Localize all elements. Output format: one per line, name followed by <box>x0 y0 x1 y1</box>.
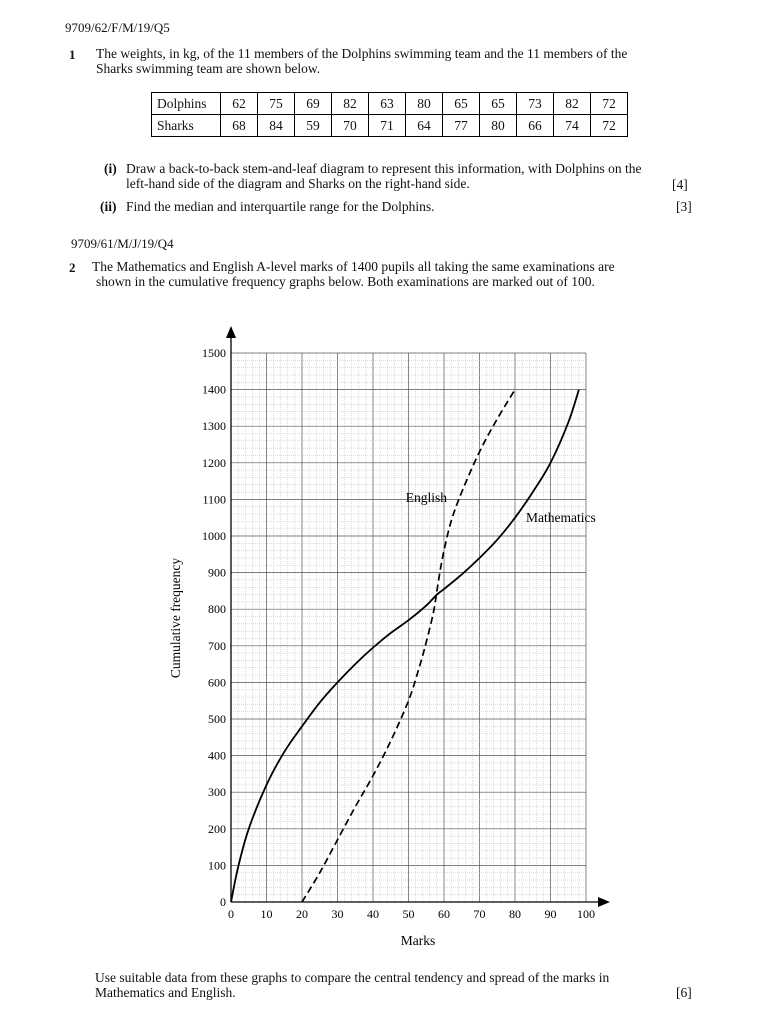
table-cell: 80 <box>406 93 443 115</box>
part-i-line2: left-hand side of the diagram and Sharks on the right-hand side. <box>126 176 470 191</box>
table-cell: 72 <box>591 115 628 137</box>
q2-code: 9709/61/M/J/19/Q4 <box>71 236 174 251</box>
x-tick-label: 60 <box>438 907 450 921</box>
mathematics-series-label: Mathematics <box>526 510 596 525</box>
q1-code: 9709/62/F/M/19/Q5 <box>65 20 170 35</box>
table-cell: 69 <box>295 93 332 115</box>
table-cell: 71 <box>369 115 406 137</box>
x-tick-label: 100 <box>577 907 595 921</box>
x-tick-label: 40 <box>367 907 379 921</box>
part-i-line1: Draw a back-to-back stem-and-leaf diagram to represent this information, with Dolphins on the <box>126 161 642 176</box>
x-axis-arrow <box>598 897 610 907</box>
table-cell: 70 <box>332 115 369 137</box>
table-cell: 75 <box>258 93 295 115</box>
q2-number: 2 <box>69 260 76 275</box>
y-tick-label: 900 <box>208 565 226 580</box>
y-tick-label: 400 <box>208 748 226 763</box>
table-cell: 59 <box>295 115 332 137</box>
y-tick-label: 700 <box>208 638 226 653</box>
table-cell: 84 <box>258 115 295 137</box>
x-tick-label: 30 <box>331 907 344 921</box>
table-cell: 77 <box>443 115 480 137</box>
q1-number: 1 <box>69 47 76 62</box>
x-axis-label: Marks <box>400 933 436 948</box>
q2-footer-line1: Use suitable data from these graphs to compare the central tendency and spread of the marks in <box>95 970 610 985</box>
y-tick-label: 0 <box>220 895 226 909</box>
table-cell: 64 <box>406 115 443 137</box>
y-tick-label: 1000 <box>202 529 226 543</box>
y-tick-label: 1100 <box>202 492 226 507</box>
table-cell: 80 <box>480 115 517 137</box>
x-tick-label: 70 <box>473 907 486 921</box>
y-tick-label: 1300 <box>202 419 226 434</box>
y-tick-label: 500 <box>208 712 226 726</box>
part-ii-label: (ii) <box>100 199 117 214</box>
table-cell: 65 <box>443 93 480 115</box>
row-label: Dolphins <box>152 93 221 115</box>
x-tick-label: 10 <box>260 907 273 921</box>
table-cell: 62 <box>221 93 258 115</box>
x-tick-label: 20 <box>296 907 308 921</box>
y-tick-label: 600 <box>208 675 226 690</box>
x-tick-label: 50 <box>402 907 415 921</box>
x-tick-label: 90 <box>544 907 557 921</box>
y-tick-label: 1500 <box>202 346 226 360</box>
part-i-label: (i) <box>104 161 117 176</box>
table-cell: 63 <box>369 93 406 115</box>
table-cell: 72 <box>591 93 628 115</box>
y-axis-label: Cumulative frequency <box>168 557 183 679</box>
y-tick-label: 1200 <box>202 455 226 470</box>
x-tick-label: 80 <box>509 907 521 921</box>
table-cell: 73 <box>517 93 554 115</box>
part-ii-text: Find the median and interquartile range for the Dolphins. <box>126 199 435 214</box>
part-i-marks: [4] <box>672 177 688 192</box>
q1-intro-line1: The weights, in kg, of the 11 members of the Dolphins swimming team and the 11 members of the <box>96 46 628 61</box>
chart-grid <box>231 353 586 902</box>
table-cell: 68 <box>221 115 258 137</box>
row-label: Sharks <box>152 115 221 137</box>
q2-footer <box>95 970 695 1000</box>
y-tick-label: 1400 <box>202 382 226 397</box>
q2-footer-line2: Mathematics and English. <box>95 985 236 1000</box>
table-cell: 82 <box>332 93 369 115</box>
y-tick-label: 800 <box>208 602 226 617</box>
table-cell: 74 <box>554 115 591 137</box>
q2-footer-marks: [6] <box>676 985 692 1000</box>
table-cell: 65 <box>480 93 517 115</box>
table-cell: 82 <box>554 93 591 115</box>
part-ii-marks: [3] <box>676 199 692 214</box>
y-tick-label: 100 <box>208 858 226 873</box>
q1-intro-line2: Sharks swimming team are shown below. <box>96 61 321 76</box>
y-tick-label: 300 <box>208 785 226 800</box>
y-tick-label: 200 <box>208 821 226 836</box>
q2-intro-line1: The Mathematics and English A-level marks of 1400 pupils all taking the same examinations are <box>92 259 615 274</box>
q2-intro-line2: shown in the cumulative frequency graphs below. Both examinations are marked out of 100. <box>96 274 595 289</box>
table-cell: 66 <box>517 115 554 137</box>
english-series-label: English <box>405 490 447 505</box>
x-tick-label: 0 <box>228 907 234 921</box>
y-axis-arrow <box>226 326 236 338</box>
